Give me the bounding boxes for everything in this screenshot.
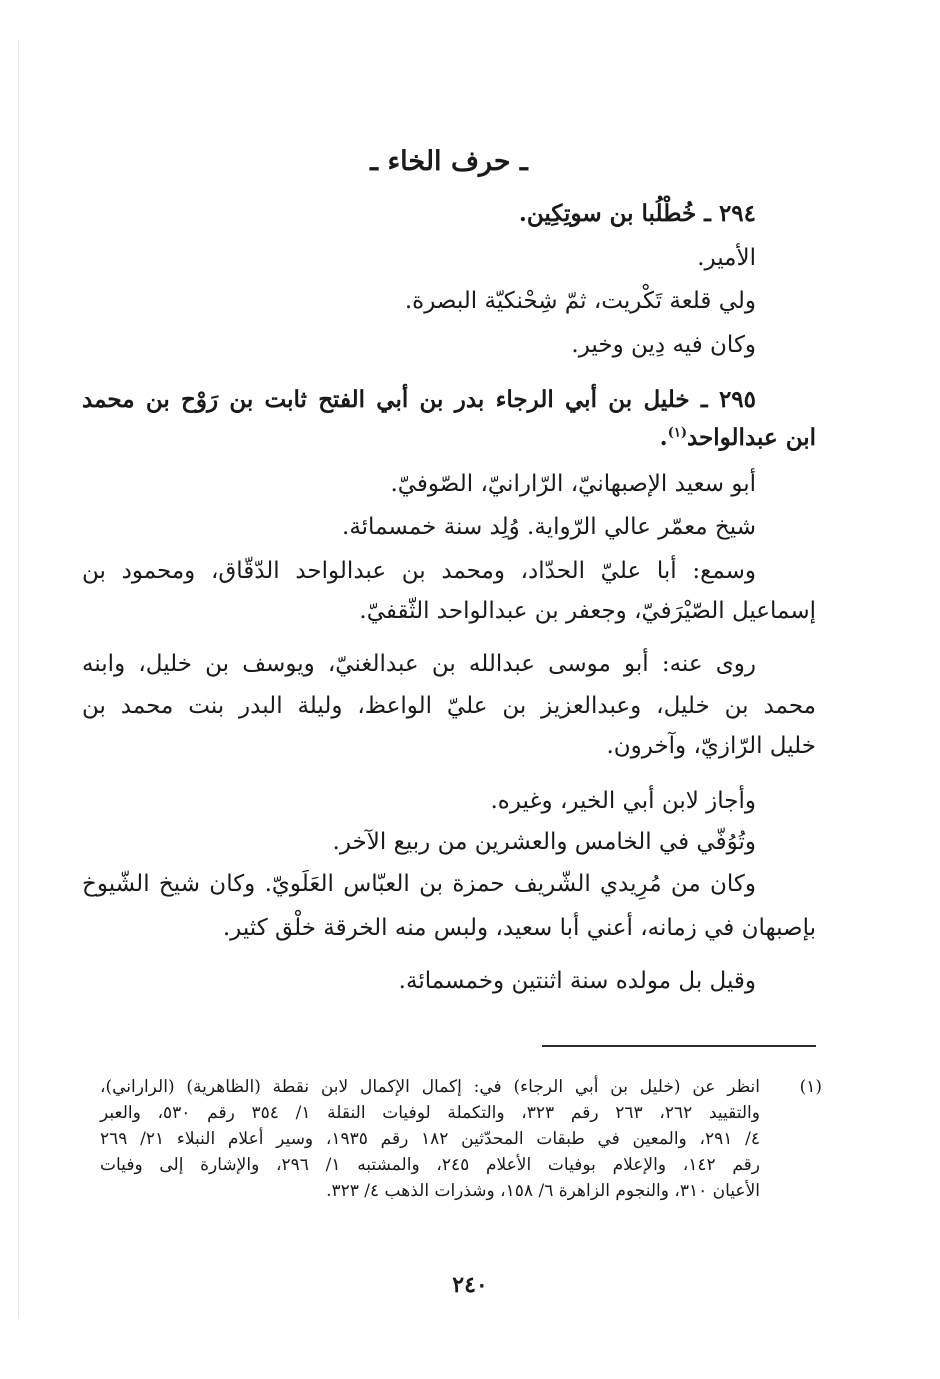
entry-294-heading: ٢٩٤ ـ خُطْلُبا بن سوتِكِين. [518, 200, 756, 227]
entry-295-heading-end: . [659, 424, 668, 451]
entry-295-line-10: وكان من مُرِيدي الشّريف حمزة بن العبّاس العَلَويّ. وكان شيخ الشّيوخ [82, 871, 756, 897]
footnote-separator [542, 1045, 816, 1047]
entry-295-line-6: محمد بن خليل، وعبدالعزيز بن عليّ الواعظ، وليلة البدر بنت محمد بن [82, 693, 816, 719]
entry-295-line-7: خليل الرّازيّ، وآخرون. [606, 733, 816, 759]
page-number: ٢٤٠ [452, 1272, 488, 1298]
entry-295-line-4: إسماعيل الصّيْرَفيّ، وجعفر بن عبدالواحد الثّقفيّ. [359, 598, 816, 624]
entry-295-heading-name: ابن عبدالواحد [686, 424, 816, 451]
footnote-line-1: انظر عن (خليل بن أبي الرجاء) في: إكمال الإكمال لابن نقطة (الظاهرية) (الراراني)، [100, 1077, 760, 1097]
footnote-marker: (١) [799, 1077, 822, 1097]
entry-295-line-2: شيخ معمّر عالي الرّواية. وُلِد سنة خمسمائة. [342, 514, 756, 540]
entry-294-line-2: ولي قلعة تَكْريت، ثمّ شِحْنكيّة البصرة. [404, 288, 756, 314]
footnote-line-5: الأعيان ٣١٠، والنجوم الزاهرة ٦/ ١٥٨، وشذرات الذهب ٤/ ٣٢٣. [326, 1181, 760, 1201]
entry-294-line-1: الأمير. [697, 245, 756, 271]
page-edge-line [18, 40, 19, 1319]
entry-295-line-1: أبو سعيد الإصبهانيّ، الرّارانيّ، الصّوفيّ. [390, 471, 756, 497]
footnote-reference: (١) [667, 425, 687, 441]
entry-295-heading-line-1: ٢٩٥ ـ خليل بن أبي الرجاء بدر بن أبي الفتح ثابت بن رَوْح بن محمد [82, 386, 756, 413]
footnote-line-2: والتقييد ٢٦٢، ٢٦٣ رقم ٣٢٣، والتكملة لوفيات النقلة ١/ ٣٥٤ رقم ٥٣٠، والعبر [100, 1103, 760, 1123]
entry-294-line-3: وكان فيه دِين وخير. [571, 332, 756, 358]
entry-295-line-8: وأجاز لابن أبي الخير، وغيره. [490, 788, 756, 814]
entry-295-line-12: وقيل بل مولده سنة اثنتين وخمسمائة. [398, 968, 756, 994]
footnote-line-4: رقم ١٤٢، والإعلام بوفيات الأعلام ٢٤٥، والمشتبه ١/ ٢٩٦، والإشارة إلى وفيات [100, 1155, 760, 1175]
entry-295-line-11: بإصبهان في زمانه، أعني أبا سعيد، ولبس منه الخرقة خلْق كثير. [222, 915, 816, 941]
chapter-title: ـ حرف الخاء ـ [370, 146, 528, 177]
entry-295-line-9: وتُوُفّي في الخامس والعشرين من ربيع الآخر. [332, 829, 756, 855]
entry-295-line-5: روى عنه: أبو موسى عبدالله بن عبدالغنيّ، ويوسف بن خليل، وابنه [82, 651, 756, 677]
entry-295-heading-line-2 [82, 420, 816, 456]
entry-295-line-3: وسمع: أبا عليّ الحدّاد، ومحمد بن عبدالواحد الدّقّاق، ومحمود بن [82, 558, 756, 584]
footnote-line-3: ٤/ ٢٩١، والمعين في طبقات المحدّثين ١٨٢ رقم ١٩٣٥، وسير أعلام النبلاء ٢١/ ٢٦٩ [100, 1129, 760, 1149]
